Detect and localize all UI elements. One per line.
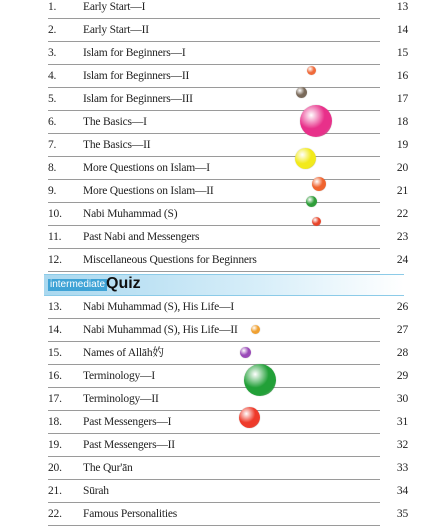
toc-entry xyxy=(48,480,408,503)
toc-group-intermediate xyxy=(0,296,430,526)
purple-ball xyxy=(240,347,251,358)
toc-entry xyxy=(48,134,408,157)
toc-entry-number: 9. xyxy=(48,185,57,197)
toc-entry xyxy=(48,388,408,411)
section-label-quiz: Quiz xyxy=(106,275,141,292)
toc-entry-page: 34 xyxy=(396,485,408,497)
gray-ball xyxy=(296,87,307,98)
toc-entry-number: 17. xyxy=(48,393,62,405)
toc-entry-number: 10. xyxy=(48,208,62,220)
toc-entry-page: 18 xyxy=(396,116,408,128)
toc-entry-page: 32 xyxy=(396,439,408,451)
toc-entry xyxy=(48,19,408,42)
section-label-level: intermediate xyxy=(50,279,106,290)
orange-ball-tiny xyxy=(251,325,260,334)
toc-entry-page: 24 xyxy=(396,254,408,266)
red-ball xyxy=(239,407,260,428)
toc-entry xyxy=(48,88,408,111)
toc-entry xyxy=(48,249,408,272)
toc-entry-title: Past Messengers—I xyxy=(83,416,172,428)
orange-ball xyxy=(312,177,326,191)
toc-entry-page: 29 xyxy=(396,370,408,382)
toc-entry xyxy=(48,296,408,319)
toc-entry-title: Islam for Beginners—III xyxy=(83,93,193,105)
toc-entry-page: 16 xyxy=(396,70,408,82)
toc-entry-number: 6. xyxy=(48,116,57,128)
toc-entry-number: 12. xyxy=(48,254,62,266)
toc-entry-number: 8. xyxy=(48,162,57,174)
section-header-intermediate-quiz xyxy=(48,272,380,296)
toc-entry-title: Sūrah xyxy=(83,485,109,497)
toc-entry-number: 2. xyxy=(48,24,57,36)
toc-entry xyxy=(48,42,408,65)
toc-entry xyxy=(48,319,408,342)
toc-entry-number: 22. xyxy=(48,508,62,520)
toc-entry xyxy=(48,157,408,180)
toc-entry-title: Miscellaneous Questions for Beginners xyxy=(83,254,257,266)
toc-entry-title: Names of Allāh妁 xyxy=(83,347,164,359)
toc-entry-title: Early Start—II xyxy=(83,24,149,36)
toc-entry-page: 35 xyxy=(396,508,408,520)
toc-entry-number: 3. xyxy=(48,47,57,59)
toc-entry-number: 15. xyxy=(48,347,62,359)
toc-entry xyxy=(48,226,408,249)
toc-entry-page: 19 xyxy=(396,139,408,151)
toc-entry-title: The Basics—II xyxy=(83,139,151,151)
toc-entry-page: 31 xyxy=(396,416,408,428)
toc-entry-page: 20 xyxy=(396,162,408,174)
toc-entry-number: 13. xyxy=(48,301,62,313)
toc-entry xyxy=(48,180,408,203)
toc-entry-number: 4. xyxy=(48,70,57,82)
toc-entry xyxy=(48,342,408,365)
toc-entry-title: Past Nabi and Messengers xyxy=(83,231,200,243)
toc-entry-number: 19. xyxy=(48,439,62,451)
toc-entry-title: Early Start—I xyxy=(83,1,146,13)
yellow-ball xyxy=(295,148,316,169)
toc-entry-title: Terminology—II xyxy=(83,393,159,405)
toc-entry xyxy=(48,503,408,526)
toc-entry-page: 14 xyxy=(396,24,408,36)
toc-entry-title: Famous Personalities xyxy=(83,508,178,520)
toc-entry-page: 28 xyxy=(396,347,408,359)
toc-entry-title: Nabi Muhammad (S), His Life—II xyxy=(83,324,238,336)
toc-entry-number: 11. xyxy=(48,231,62,243)
toc-entry-title: Terminology—I xyxy=(83,370,155,382)
toc-entry xyxy=(48,203,408,226)
toc-entry-title: Nabi Muhammad (S), His Life—I xyxy=(83,301,235,313)
toc-entry-title: The Basics—I xyxy=(83,116,147,128)
toc-entry-title: Islam for Beginners—I xyxy=(83,47,186,59)
toc-entry-title: More Questions on Islam—I xyxy=(83,162,210,174)
toc-entry xyxy=(48,65,408,88)
toc-entry xyxy=(48,365,408,388)
toc-entry-page: 22 xyxy=(396,208,408,220)
green-ball-large xyxy=(244,364,276,396)
toc-entry-page: 33 xyxy=(396,462,408,474)
toc-entry xyxy=(48,434,408,457)
orange-ball-small xyxy=(307,66,316,75)
toc-entry-page: 30 xyxy=(396,393,408,405)
toc-entry-title: Nabi Muhammad (S) xyxy=(83,208,178,220)
toc-entry-title: More Questions on Islam—II xyxy=(83,185,214,197)
red-ball-small xyxy=(312,217,321,226)
toc-entry-title: Islam for Beginners—II xyxy=(83,70,190,82)
toc-entry-number: 16. xyxy=(48,370,62,382)
toc-entry-page: 13 xyxy=(396,1,408,13)
toc-entry-number: 18. xyxy=(48,416,62,428)
toc-entry-number: 20. xyxy=(48,462,62,474)
toc-entry-number: 1. xyxy=(48,1,57,13)
toc-entry-page: 23 xyxy=(396,231,408,243)
toc-entry-page: 27 xyxy=(396,324,408,336)
toc-entry-page: 15 xyxy=(396,47,408,59)
toc-entry xyxy=(48,411,408,434)
toc-entry-page: 21 xyxy=(396,185,408,197)
toc-entry-number: 14. xyxy=(48,324,62,336)
toc-entry-title: Past Messengers—II xyxy=(83,439,175,451)
toc-entry-title: The Qur'ān xyxy=(83,462,133,474)
toc-entry-number: 5. xyxy=(48,93,57,105)
toc-entry-page: 26 xyxy=(396,301,408,313)
green-ball-small xyxy=(306,196,317,207)
toc-entry-number: 7. xyxy=(48,139,57,151)
toc-entry xyxy=(48,457,408,480)
toc-entry-number: 21. xyxy=(48,485,62,497)
toc-entry xyxy=(48,0,408,19)
toc-entry-page: 17 xyxy=(396,93,408,105)
pink-ball-large xyxy=(300,105,332,137)
